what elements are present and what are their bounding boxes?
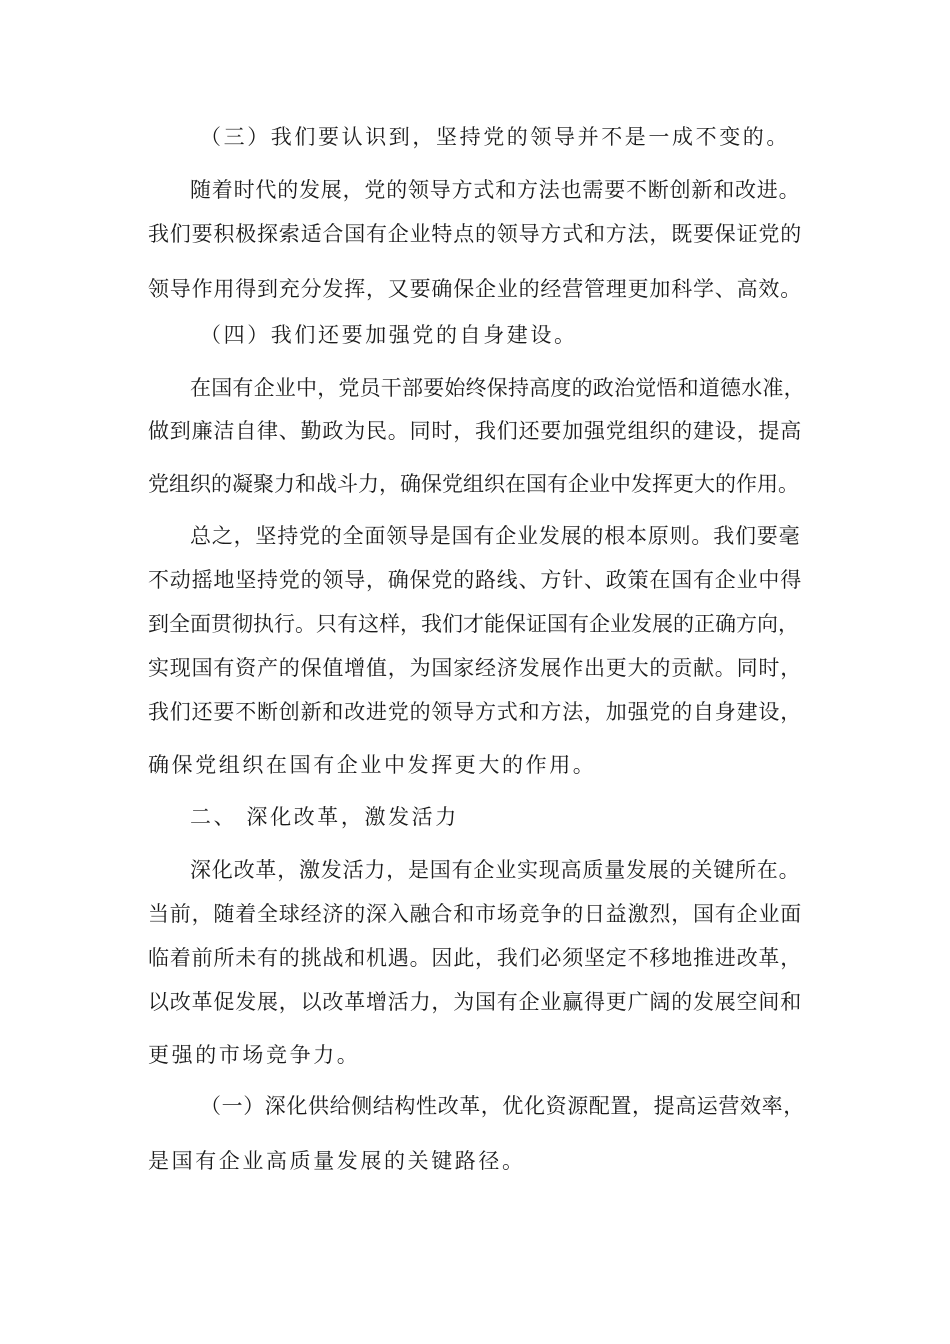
subheading-4: （四）我们还要加强党的自身建设。 bbox=[200, 323, 578, 347]
paragraph-line: 确保党组织在国有企业中发挥更大的作用。 bbox=[148, 753, 597, 777]
paragraph-line: 以改革促发展，以改革增活力，为国有企业赢得更广阔的发展空间和 bbox=[148, 990, 802, 1014]
paragraph-line: 总之，坚持党的全面领导是国有企业发展的根本原则。我们要毫 bbox=[190, 524, 801, 548]
subheading-3: （三）我们要认识到，坚持党的领导并不是一成不变的。 bbox=[200, 125, 790, 149]
section-heading-2: 二、 深化改革，激发活力 bbox=[190, 805, 459, 829]
paragraph-line: 深化改革，激发活力，是国有企业实现高质量发展的关键所在。 bbox=[190, 858, 801, 882]
paragraph-line: 随着时代的发展，党的领导方式和方法也需要不断创新和改进。 bbox=[190, 178, 801, 202]
paragraph-line: 不动摇地坚持党的领导，确保党的路线、方针、政策在国有企业中得 bbox=[148, 568, 802, 592]
paragraph-line: 到全面贯彻执行。只有这样，我们才能保证国有企业发展的正确方向， bbox=[148, 612, 799, 636]
paragraph-line: 我们要积极探索适合国有企业特点的领导方式和方法，既要保证党的 bbox=[148, 222, 802, 246]
paragraph-line: 做到廉洁自律、勤政为民。同时，我们还要加强党组织的建设，提高 bbox=[148, 419, 802, 443]
paragraph-line: 领导作用得到充分发挥，又要确保企业的经营管理更加科学、高效。 bbox=[148, 277, 802, 301]
paragraph-line: 在国有企业中，党员干部要始终保持高度的政治觉悟和道德水准， bbox=[190, 376, 805, 400]
subheading-1: （一）深化供给侧结构性改革，优化资源配置，提高运营效率， bbox=[200, 1094, 805, 1118]
paragraph-line: 党组织的凝聚力和战斗力，确保党组织在国有企业中发挥更大的作用。 bbox=[148, 472, 799, 496]
paragraph-line: 更强的市场竞争力。 bbox=[148, 1043, 361, 1067]
paragraph-line: 当前，随着全球经济的深入融合和市场竞争的日益激烈，国有企业面 bbox=[148, 902, 802, 926]
paragraph-line: 我们还要不断创新和改进党的领导方式和方法，加强党的自身建设， bbox=[148, 700, 802, 724]
paragraph-line: 是国有企业高质量发展的关键路径。 bbox=[148, 1149, 526, 1173]
paragraph-line: 实现国有资产的保值增值，为国家经济发展作出更大的贡献。同时， bbox=[148, 656, 802, 680]
paragraph-line: 临着前所未有的挑战和机遇。因此，我们必须坚定不移地推进改革， bbox=[148, 946, 802, 970]
